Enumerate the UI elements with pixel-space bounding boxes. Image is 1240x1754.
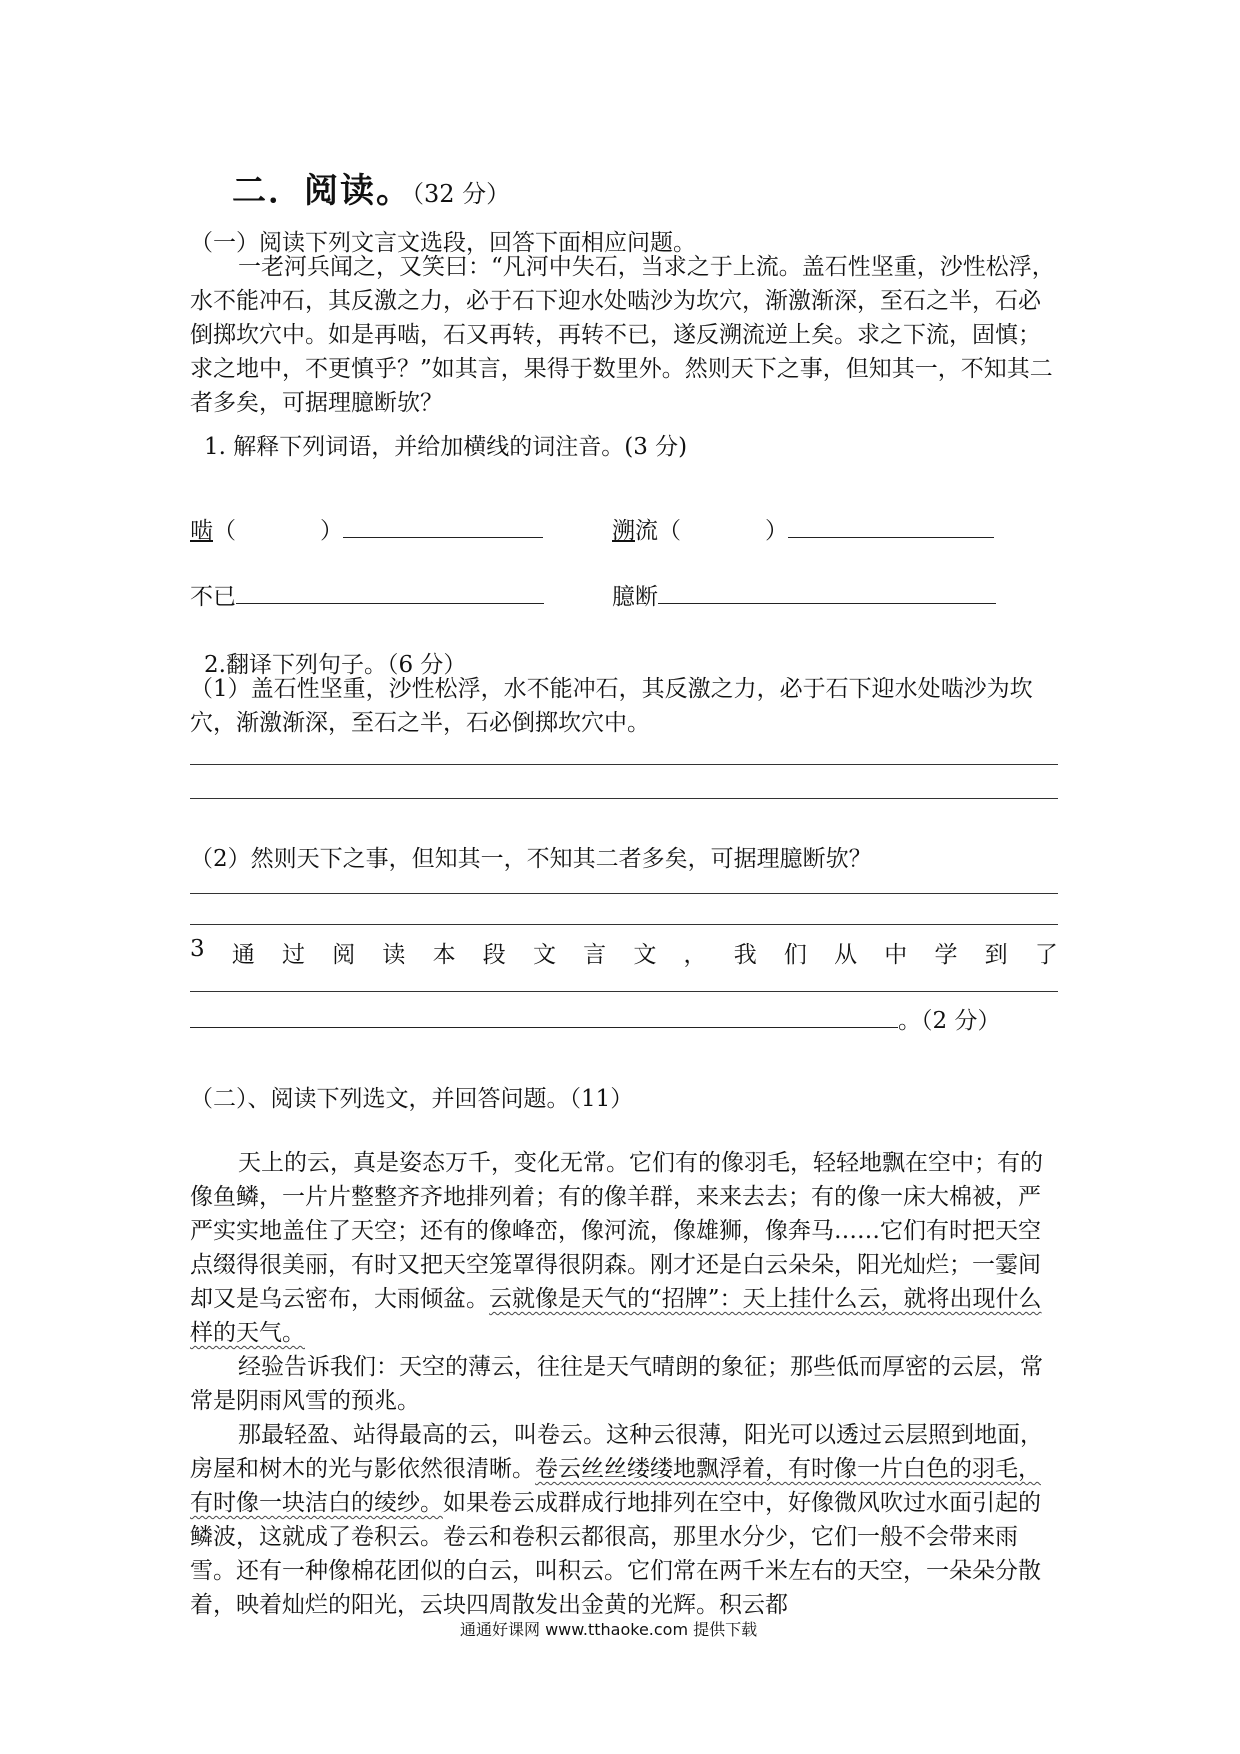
- q1-item-yiduan: [612, 578, 996, 611]
- q3-char: 从: [834, 942, 858, 968]
- q3-char: 读: [382, 942, 406, 968]
- q1-item-buyi: [190, 578, 544, 611]
- passage-paragraph-1-text: 天上的云，真是姿态万千，变化无常。它们有的像羽毛，轻轻地飘在空中；有的像鱼鳞，一片片整整齐齐地排列着；有的像羊群，来来去去；有的像一床大棉被，严严实实地盖住了天空；还有的像峰峦，像河流，像雄狮，像奔马……它们有时把天空点缀得很美丽，有时又把天空笼罩得很阴森。刚才还是白云朵朵，阳光灿烂；一霎间却又是乌云密布，大雨倾盆。: [190, 1150, 1043, 1312]
- passage-paragraph-3: [190, 1418, 1060, 1622]
- classical-passage-text: 一老河兵闻之，又笑曰：“凡河中失石，当求之于上流。盖石性坚重，沙性松浮，水不能冲石，其反激之力，必于石下迎水处啮沙为坎穴，渐激渐深，至石之半，石必倒掷坎穴中。如是再啮，石又再转，再转不已，遂反溯流逆上矣。求之下流，固慎；求之地中，不更慎乎？”如其言，果得于数里外。然则天下之事，但知其一，不知其二者多矣，可据理臆断欤？: [190, 254, 1055, 416]
- q3-char: 到: [984, 942, 1008, 968]
- q1-item-suliu-char: 溯: [612, 518, 635, 544]
- q2-prompt: 2.翻译下列句子。（6 分）: [204, 652, 467, 678]
- q3-last-line: [190, 1002, 1000, 1035]
- q3-prompt: [190, 936, 1058, 969]
- q1-item-buyi-answer-blank[interactable]: [236, 581, 544, 604]
- section-points: （32 分）: [412, 180, 511, 208]
- q1-item-nie-pinyin-blank[interactable]: [236, 516, 320, 538]
- q3-char: 本: [432, 942, 456, 968]
- q1-item-nie: [190, 512, 543, 545]
- passage-paragraph-3-text-b: 如果卷云成群成行地排列在空中，好像微风吹过水面引起的鳞波，这就成了卷积云。卷云和卷积云都很高，那里水分少，它们一般不会带来雨雪。还有一种像棉花团似的白云，叫积云。它们常在两千米左右的天空，一朵朵分散着，映着灿烂的阳光，云块四周散发出金黄的光辉。积云都: [190, 1490, 1041, 1618]
- answer-line[interactable]: [190, 924, 1058, 925]
- q3-char: 文: [532, 942, 556, 968]
- page-footer: 通通好课网 www.tthaoke.com 提供下载: [460, 1620, 758, 1639]
- q1-item-suliu: [612, 512, 994, 545]
- q2-sentence-1-text: （1）盖石性坚重，沙性松浮，水不能冲石，其反激之力，必于石下迎水处啮沙为坎穴，渐激渐深，至石之半，石必倒掷坎穴中。: [190, 676, 1033, 736]
- q1-item-nie-answer-blank[interactable]: [343, 515, 543, 538]
- q3-char: 言: [583, 942, 607, 968]
- q1-item-nie-paren-open: （: [213, 518, 236, 544]
- wavy-underlined-sentence: 卷云丝丝缕缕地飘浮着，有时像一片白色的羽毛，有时像一块洁白的绫纱。: [190, 1456, 1041, 1516]
- q3-char: ，: [683, 942, 707, 968]
- q1-item-yiduan-label: 臆断: [612, 584, 658, 610]
- wavy-underlined-sentence: 云就像是天气的“招牌”：天上挂什么云，就将出现什么样的天气。: [190, 1286, 1042, 1346]
- answer-line[interactable]: [190, 764, 1058, 765]
- q1-item-suliu-pinyin-blank[interactable]: [681, 516, 765, 538]
- q2-sentence-2: （2）然则天下之事，但知其一，不知其二者多矣，可据理臆断欤？: [190, 846, 872, 872]
- q1-item-yiduan-answer-blank[interactable]: [658, 581, 996, 604]
- q3-char: 文: [633, 942, 657, 968]
- answer-line[interactable]: [190, 798, 1058, 799]
- q1-prompt: 1. 解释下列词语，并给加横线的词注音。(3 分): [204, 434, 688, 460]
- q1-item-suliu-paren-open: （: [658, 518, 681, 544]
- modern-passage: [190, 1146, 1060, 1622]
- q1-item-suliu-answer-blank[interactable]: [788, 515, 994, 538]
- q3-char: 中: [884, 942, 908, 968]
- passage-paragraph-2: 经验告诉我们：天空的薄云，往往是天气晴朗的象征；那些低而厚密的云层，常常是阴雨风雪的预兆。: [190, 1354, 1043, 1414]
- q3-points: 。（2 分）: [898, 1008, 1001, 1034]
- answer-line[interactable]: [190, 893, 1058, 894]
- q3-char: 学: [934, 942, 958, 968]
- passage-paragraph-1: [190, 1146, 1060, 1350]
- q3-char: 阅: [332, 942, 356, 968]
- q3-char: 段: [482, 942, 506, 968]
- q1-item-nie-char: 啮: [190, 518, 213, 544]
- q3-char: 了: [1034, 942, 1058, 968]
- q1-item-suliu-paren-close: ）: [765, 518, 788, 544]
- passage-paragraph-3-text-a: 那最轻盈、站得最高的云，叫卷云。这种云很薄，阳光可以透过云层照到地面，房屋和树木的光与影依然很清晰。: [190, 1422, 1043, 1482]
- q1-item-suliu-rest: 流: [635, 518, 658, 544]
- q3-char: 们: [783, 942, 807, 968]
- q2-sentence-1: [190, 672, 1060, 740]
- section-title-text: 二．阅读。: [232, 171, 412, 211]
- q3-char: 我: [733, 942, 757, 968]
- answer-line[interactable]: [190, 991, 1058, 992]
- q1-item-nie-paren-close: ）: [320, 518, 343, 544]
- q1-item-buyi-label: 不已: [190, 584, 236, 610]
- q3-char: 过: [282, 942, 306, 968]
- part1-heading: （一）阅读下列文言文选段，回答下面相应问题。: [190, 230, 696, 256]
- section-title: [232, 163, 510, 212]
- q3-char: 3: [190, 936, 205, 962]
- classical-passage: [190, 250, 1060, 420]
- q3-answer-blank[interactable]: [190, 1005, 898, 1028]
- q3-char: 通: [231, 942, 255, 968]
- part2-heading: （二）、阅读下列选文，并回答问题。（11）: [190, 1086, 634, 1112]
